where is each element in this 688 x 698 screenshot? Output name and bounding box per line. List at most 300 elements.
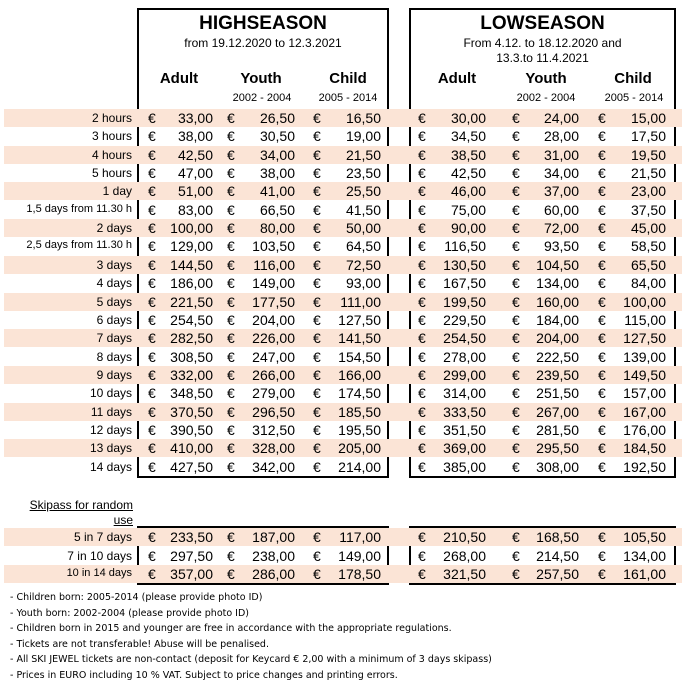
- price-cell-ls-youth: [512, 311, 579, 329]
- currency-symbol: €: [512, 238, 520, 255]
- currency-symbol: €: [227, 165, 235, 182]
- price-cell-ls-youth: [512, 109, 579, 127]
- price-value: 50,00: [345, 220, 381, 237]
- currency-symbol: €: [598, 385, 606, 402]
- highseason-child-header: Child: [329, 70, 367, 87]
- currency-symbol: €: [512, 385, 520, 402]
- price-value: 80,00: [259, 220, 295, 237]
- price-row: [4, 274, 682, 292]
- price-value: 42,50: [450, 165, 486, 182]
- price-cell-ls-adult: [418, 127, 486, 145]
- price-cell-hs-child: [313, 547, 381, 565]
- price-value: 72,50: [345, 256, 381, 273]
- price-cell-hs-adult: [148, 311, 213, 329]
- price-value: 187,00: [252, 529, 295, 545]
- price-value: 410,00: [170, 440, 213, 457]
- price-cell-hs-youth: [227, 421, 295, 439]
- price-row: [4, 237, 682, 255]
- price-value: 19,00: [345, 128, 381, 145]
- currency-symbol: €: [598, 183, 606, 200]
- currency-symbol: €: [418, 146, 426, 163]
- currency-symbol: €: [227, 385, 235, 402]
- currency-symbol: €: [148, 293, 156, 310]
- price-value: 58,50: [630, 238, 666, 255]
- currency-symbol: €: [418, 403, 426, 420]
- currency-symbol: €: [418, 275, 426, 292]
- price-cell-ls-youth: [512, 237, 579, 255]
- price-value: 268,00: [443, 547, 486, 564]
- currency-symbol: €: [148, 440, 156, 457]
- currency-symbol: €: [512, 421, 520, 438]
- price-cell-ls-youth: [512, 164, 579, 182]
- row-label: 1,5 days from 11.30 h: [26, 202, 132, 215]
- lowseason-youth-years: 2002 - 2004: [516, 92, 576, 104]
- price-value: 299,00: [443, 366, 486, 383]
- currency-symbol: €: [313, 165, 321, 182]
- currency-symbol: €: [227, 146, 235, 163]
- lowseason-dates-line2: 13.3.to 11.4.2021: [496, 51, 589, 65]
- currency-symbol: €: [313, 566, 321, 582]
- currency-symbol: €: [313, 256, 321, 273]
- currency-symbol: €: [227, 330, 235, 347]
- currency-symbol: €: [227, 275, 235, 292]
- price-value: 370,50: [170, 403, 213, 420]
- currency-symbol: €: [313, 201, 321, 218]
- price-cell-ls-youth: [512, 439, 579, 457]
- lowseason-adult-header: Adult: [437, 70, 477, 87]
- price-value: 390,50: [170, 421, 213, 438]
- price-value: 222,50: [536, 348, 579, 365]
- price-cell-hs-youth: [227, 146, 295, 164]
- price-row: [4, 127, 682, 145]
- price-value: 111,00: [340, 293, 381, 310]
- price-value: 312,50: [252, 421, 295, 438]
- currency-symbol: €: [512, 128, 520, 145]
- currency-symbol: €: [313, 529, 321, 545]
- price-value: 23,50: [345, 165, 381, 182]
- price-cell-ls-adult: [418, 329, 486, 347]
- currency-symbol: €: [598, 311, 606, 328]
- price-cell-hs-youth: [227, 403, 295, 421]
- currency-symbol: €: [418, 440, 426, 457]
- currency-symbol: €: [148, 385, 156, 402]
- price-value: 332,00: [170, 366, 213, 383]
- price-value: 116,50: [444, 238, 486, 255]
- currency-symbol: €: [512, 256, 520, 273]
- note-item: - All SKI JEWEL tickets are non-contact (deposit for Keycard € 2,00 with a minimum of 3 days skipass): [10, 654, 492, 666]
- currency-symbol: €: [227, 311, 235, 328]
- price-cell-ls-adult: [418, 366, 486, 384]
- price-cell-ls-child: [598, 528, 666, 546]
- price-value: 154,50: [338, 348, 381, 365]
- price-cell-ls-youth: [512, 421, 579, 439]
- price-cell-ls-child: [598, 458, 666, 476]
- price-cell-ls-child: [598, 219, 666, 237]
- price-cell-hs-adult: [148, 109, 213, 127]
- price-value: 195,50: [338, 421, 381, 438]
- note-item: - Children born: 2005-2014 (please provide photo ID): [10, 592, 263, 603]
- price-cell-hs-child: [313, 146, 381, 164]
- price-value: 60,00: [543, 201, 579, 218]
- currency-symbol: €: [148, 421, 156, 438]
- price-cell-ls-child: [598, 293, 666, 311]
- price-value: 25,50: [345, 183, 381, 200]
- price-value: 17,50: [630, 128, 666, 145]
- price-cell-hs-adult: [148, 274, 213, 292]
- price-cell-ls-child: [598, 201, 666, 219]
- highseason-title: HIGHSEASON: [199, 13, 327, 34]
- price-cell-hs-child: [313, 293, 381, 311]
- price-cell-ls-adult: [418, 311, 486, 329]
- currency-symbol: €: [598, 366, 606, 383]
- note-item: - Children born in 2015 and younger are free in accordance with the appropriate regulations.: [10, 623, 452, 635]
- currency-symbol: €: [227, 220, 235, 237]
- currency-symbol: €: [227, 293, 235, 310]
- price-value: 37,50: [630, 201, 666, 218]
- price-cell-hs-adult: [148, 127, 213, 145]
- price-cell-hs-youth: [227, 293, 295, 311]
- price-value: 278,00: [443, 348, 486, 365]
- price-cell-ls-adult: [418, 182, 486, 200]
- price-value: 24,00: [543, 110, 579, 126]
- price-cell-hs-adult: [148, 403, 213, 421]
- price-cell-ls-child: [598, 421, 666, 439]
- currency-symbol: €: [227, 238, 235, 255]
- price-value: 21,50: [630, 165, 666, 182]
- price-value: 75,00: [450, 201, 486, 218]
- price-cell-hs-youth: [227, 329, 295, 347]
- price-cell-ls-child: [598, 274, 666, 292]
- currency-symbol: €: [313, 146, 321, 163]
- row-label: 8 days: [96, 349, 132, 364]
- price-cell-hs-child: [313, 164, 381, 182]
- price-cell-ls-adult: [418, 458, 486, 476]
- price-value: 16,50: [345, 110, 381, 126]
- price-value: 130,50: [443, 256, 486, 273]
- price-value: 385,00: [443, 458, 486, 475]
- price-cell-ls-youth: [512, 348, 579, 366]
- currency-symbol: €: [512, 330, 520, 347]
- price-cell-ls-youth: [512, 127, 579, 145]
- price-row: [4, 384, 682, 402]
- price-cell-hs-youth: [227, 348, 295, 366]
- price-row: [4, 219, 682, 237]
- price-value: 176,00: [623, 421, 666, 438]
- row-label: 5 days: [96, 294, 132, 309]
- price-cell-ls-adult: [418, 237, 486, 255]
- price-value: 30,00: [450, 110, 486, 126]
- price-value: 34,50: [450, 128, 486, 145]
- currency-symbol: €: [418, 529, 426, 545]
- currency-symbol: €: [148, 403, 156, 420]
- lowseason-dates-line1: From 4.12. to 18.12.2020 and: [463, 36, 622, 50]
- price-value: 64,50: [345, 238, 381, 255]
- price-cell-ls-adult: [418, 256, 486, 274]
- price-cell-hs-youth: [227, 219, 295, 237]
- price-value: 38,50: [450, 146, 486, 163]
- currency-symbol: €: [512, 183, 520, 200]
- price-cell-hs-youth: [227, 182, 295, 200]
- note-item: - Prices in EURO including 10 % VAT. Subject to price changes and printing errors.: [10, 669, 398, 681]
- price-value: 205,00: [338, 440, 381, 457]
- currency-symbol: €: [598, 330, 606, 347]
- currency-symbol: €: [598, 146, 606, 163]
- price-value: 168,50: [536, 529, 579, 545]
- currency-symbol: €: [313, 311, 321, 328]
- price-value: 38,00: [259, 165, 295, 182]
- price-value: 41,00: [259, 183, 295, 200]
- price-cell-hs-adult: [148, 182, 213, 200]
- price-value: 105,50: [623, 529, 666, 545]
- price-value: 348,50: [170, 385, 213, 402]
- price-cell-hs-adult: [148, 219, 213, 237]
- price-cell-hs-youth: [227, 528, 295, 546]
- price-value: 149,00: [252, 275, 295, 292]
- price-cell-hs-child: [313, 274, 381, 292]
- currency-symbol: €: [148, 201, 156, 218]
- price-cell-hs-adult: [148, 237, 213, 255]
- currency-symbol: €: [313, 183, 321, 200]
- currency-symbol: €: [418, 238, 426, 255]
- random-use-heading: Skipass for random use: [29, 498, 133, 527]
- row-label: 13 days: [89, 441, 132, 456]
- price-cell-hs-adult: [148, 528, 213, 546]
- currency-symbol: €: [598, 128, 606, 145]
- price-value: 103,50: [252, 238, 295, 255]
- row-label: 5 in 7 days: [73, 530, 132, 544]
- currency-symbol: €: [148, 458, 156, 475]
- price-value: 295,50: [536, 440, 579, 457]
- currency-symbol: €: [512, 293, 520, 310]
- currency-symbol: €: [512, 458, 520, 475]
- currency-symbol: €: [313, 403, 321, 420]
- price-value: 214,00: [338, 458, 381, 475]
- price-value: 369,00: [443, 440, 486, 457]
- price-value: 127,50: [623, 330, 666, 347]
- price-cell-hs-child: [313, 348, 381, 366]
- currency-symbol: €: [598, 566, 606, 582]
- price-cell-hs-adult: [148, 329, 213, 347]
- currency-symbol: €: [512, 220, 520, 237]
- row-label: 7 days: [96, 331, 132, 346]
- price-value: 127,50: [338, 311, 381, 328]
- price-cell-hs-youth: [227, 565, 295, 583]
- currency-symbol: €: [512, 440, 520, 457]
- highseason-adult-header: Adult: [159, 70, 199, 87]
- price-cell-ls-child: [598, 256, 666, 274]
- currency-symbol: €: [313, 110, 321, 126]
- price-value: 116,00: [253, 256, 295, 273]
- row-label: 9 days: [96, 367, 132, 382]
- price-row: [4, 565, 682, 583]
- currency-symbol: €: [418, 385, 426, 402]
- currency-symbol: €: [598, 220, 606, 237]
- price-value: 65,50: [630, 256, 666, 273]
- currency-symbol: €: [598, 403, 606, 420]
- currency-symbol: €: [418, 220, 426, 237]
- price-cell-hs-adult: [148, 421, 213, 439]
- price-value: 34,00: [259, 146, 295, 163]
- price-value: 266,00: [252, 366, 295, 383]
- currency-symbol: €: [598, 293, 606, 310]
- currency-symbol: €: [227, 201, 235, 218]
- currency-symbol: €: [512, 366, 520, 383]
- price-cell-hs-child: [313, 311, 381, 329]
- price-value: 257,50: [536, 566, 579, 582]
- price-cell-hs-youth: [227, 547, 295, 565]
- currency-symbol: €: [418, 421, 426, 438]
- currency-symbol: €: [227, 529, 235, 545]
- price-value: 167,00: [623, 403, 666, 420]
- currency-symbol: €: [512, 165, 520, 182]
- price-value: 166,00: [338, 366, 381, 383]
- price-cell-ls-youth: [512, 403, 579, 421]
- row-label: 10 in 14 days: [66, 567, 132, 579]
- currency-symbol: €: [418, 256, 426, 273]
- price-cell-ls-youth: [512, 458, 579, 476]
- price-value: 41,50: [345, 201, 381, 218]
- price-value: 204,00: [252, 311, 295, 328]
- note-item: - Tickets are not transferable! Abuse will be penalised.: [10, 638, 269, 650]
- currency-symbol: €: [148, 220, 156, 237]
- price-cell-hs-child: [313, 421, 381, 439]
- currency-symbol: €: [418, 348, 426, 365]
- currency-symbol: €: [512, 201, 520, 218]
- price-cell-hs-youth: [227, 274, 295, 292]
- row-label: 5 hours: [91, 166, 132, 181]
- currency-symbol: €: [227, 256, 235, 273]
- price-row: [4, 293, 682, 311]
- currency-symbol: €: [512, 311, 520, 328]
- price-cell-ls-child: [598, 164, 666, 182]
- price-value: 296,50: [252, 403, 295, 420]
- price-row: [4, 528, 682, 546]
- price-cell-hs-youth: [227, 127, 295, 145]
- price-value: 282,50: [170, 330, 213, 347]
- price-cell-ls-youth: [512, 219, 579, 237]
- price-row: [4, 201, 682, 219]
- currency-symbol: €: [418, 201, 426, 218]
- currency-symbol: €: [418, 330, 426, 347]
- price-cell-ls-youth: [512, 256, 579, 274]
- price-value: 23,00: [630, 183, 666, 200]
- price-value: 199,50: [443, 293, 486, 310]
- currency-symbol: €: [598, 529, 606, 545]
- price-cell-ls-child: [598, 439, 666, 457]
- price-cell-ls-adult: [418, 384, 486, 402]
- price-value: 19,50: [630, 146, 666, 163]
- price-value: 134,00: [623, 547, 666, 564]
- price-cell-ls-child: [598, 403, 666, 421]
- price-value: 33,00: [177, 110, 213, 126]
- currency-symbol: €: [148, 165, 156, 182]
- price-cell-hs-child: [313, 439, 381, 457]
- price-value: 297,50: [170, 547, 213, 564]
- currency-symbol: €: [598, 440, 606, 457]
- price-value: 351,50: [443, 421, 486, 438]
- price-cell-ls-adult: [418, 109, 486, 127]
- currency-symbol: €: [598, 275, 606, 292]
- price-cell-hs-child: [313, 458, 381, 476]
- price-value: 93,50: [543, 238, 579, 255]
- price-value: 186,00: [170, 275, 213, 292]
- price-value: 46,00: [450, 183, 486, 200]
- price-value: 226,00: [252, 330, 295, 347]
- currency-symbol: €: [512, 403, 520, 420]
- price-value: 238,00: [252, 547, 295, 564]
- price-value: 328,00: [252, 440, 295, 457]
- currency-symbol: €: [227, 440, 235, 457]
- row-label: 11 days: [90, 404, 132, 419]
- price-cell-hs-child: [313, 219, 381, 237]
- price-cell-hs-child: [313, 565, 381, 583]
- price-cell-ls-adult: [418, 528, 486, 546]
- currency-symbol: €: [512, 547, 520, 564]
- price-value: 184,00: [536, 311, 579, 328]
- price-cell-ls-adult: [418, 565, 486, 583]
- row-label: 2 days: [96, 221, 132, 236]
- price-cell-ls-youth: [512, 547, 579, 565]
- currency-symbol: €: [598, 238, 606, 255]
- price-cell-ls-child: [598, 146, 666, 164]
- currency-symbol: €: [227, 547, 235, 564]
- row-label: 6 days: [96, 312, 132, 327]
- currency-symbol: €: [148, 566, 156, 582]
- currency-symbol: €: [418, 183, 426, 200]
- currency-symbol: €: [512, 275, 520, 292]
- currency-symbol: €: [148, 183, 156, 200]
- row-label: 3 days: [96, 257, 132, 272]
- currency-symbol: €: [148, 256, 156, 273]
- currency-symbol: €: [227, 566, 235, 582]
- price-cell-ls-adult: [418, 439, 486, 457]
- price-value: 37,00: [543, 183, 579, 200]
- row-label: 4 days: [96, 276, 132, 291]
- price-value: 204,00: [536, 330, 579, 347]
- price-cell-ls-youth: [512, 384, 579, 402]
- currency-symbol: €: [598, 348, 606, 365]
- price-cell-hs-child: [313, 528, 381, 546]
- price-cell-ls-youth: [512, 146, 579, 164]
- currency-symbol: €: [418, 311, 426, 328]
- currency-symbol: €: [512, 529, 520, 545]
- highseason-child-years: 2005 - 2014: [318, 92, 378, 104]
- price-row: [4, 164, 682, 182]
- price-row: [4, 458, 682, 476]
- price-value: 117,00: [339, 529, 381, 545]
- price-cell-ls-youth: [512, 329, 579, 347]
- currency-symbol: €: [313, 440, 321, 457]
- highseason-youth-years: 2002 - 2004: [232, 92, 292, 104]
- price-cell-hs-youth: [227, 458, 295, 476]
- currency-symbol: €: [148, 146, 156, 163]
- currency-symbol: €: [512, 566, 520, 582]
- price-cell-hs-adult: [148, 547, 213, 565]
- currency-symbol: €: [313, 385, 321, 402]
- price-value: 38,00: [177, 128, 213, 145]
- price-cell-hs-adult: [148, 384, 213, 402]
- currency-symbol: €: [148, 348, 156, 365]
- price-value: 66,50: [259, 201, 295, 218]
- price-value: 254,50: [443, 330, 486, 347]
- price-cell-hs-adult: [148, 458, 213, 476]
- price-cell-hs-child: [313, 256, 381, 274]
- price-row: [4, 311, 682, 329]
- price-cell-hs-youth: [227, 366, 295, 384]
- currency-symbol: €: [418, 128, 426, 145]
- currency-symbol: €: [512, 348, 520, 365]
- price-row: [4, 182, 682, 200]
